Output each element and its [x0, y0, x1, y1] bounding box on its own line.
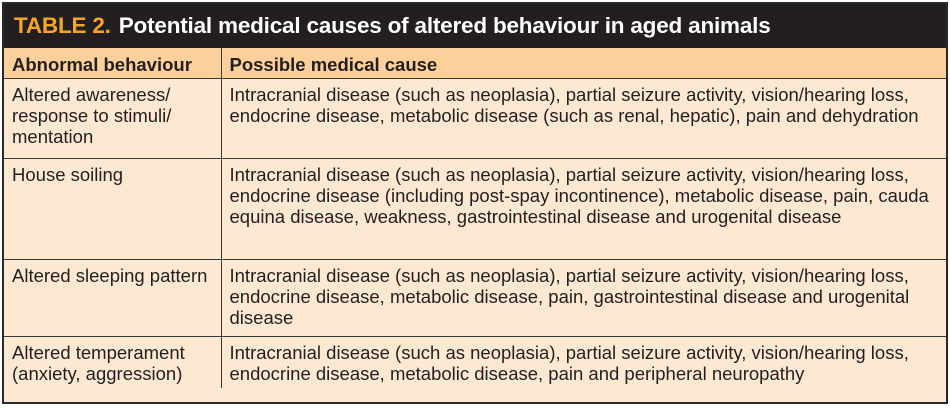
cause-cell: Intracranial disease (such as neoplasia), partial seizure activity, vision/hearing loss, endocrine disease, metabolic disease, pain and peripheral neuropathy [221, 336, 946, 388]
table-row [4, 336, 946, 388]
cause-cell: Intracranial disease (such as neoplasia), partial seizure activity, vision/hearing loss, endocrine disease, metabolic disease, pain, gastrointestinal disease and urogenital disease [221, 259, 946, 336]
header-row [4, 48, 946, 78]
behaviour-cell: Altered sleeping pattern [4, 259, 221, 336]
table-row [4, 259, 946, 336]
table-title [4, 4, 946, 48]
table-row [4, 158, 946, 259]
behaviour-cell: House soiling [4, 158, 221, 259]
header-abnormal-behaviour: Abnormal behaviour [4, 48, 221, 78]
medical-causes-table [2, 2, 948, 404]
cause-cell: Intracranial disease (such as neoplasia), partial seizure activity, vision/hearing loss, endocrine disease, metabolic disease (such as renal, hepatic), pain and dehydration [221, 78, 946, 158]
table-row [4, 78, 946, 158]
header-possible-medical-cause: Possible medical cause [221, 48, 946, 78]
data-table [4, 48, 946, 388]
cause-cell: Intracranial disease (such as neoplasia), partial seizure activity, vision/hearing loss, endocrine disease (including post-spay incontinence), metabolic disease, pain, cauda equina disease, weakness, gastrointestinal disease and urogenital disease [221, 158, 946, 259]
table-title-text: Potential medical causes of altered behaviour in aged animals [118, 13, 771, 38]
behaviour-cell: Altered awareness/ response to stimuli/ mentation [4, 78, 221, 158]
table-number-label: TABLE 2. [14, 13, 111, 38]
behaviour-cell: Altered temperament (anxiety, aggression) [4, 336, 221, 388]
